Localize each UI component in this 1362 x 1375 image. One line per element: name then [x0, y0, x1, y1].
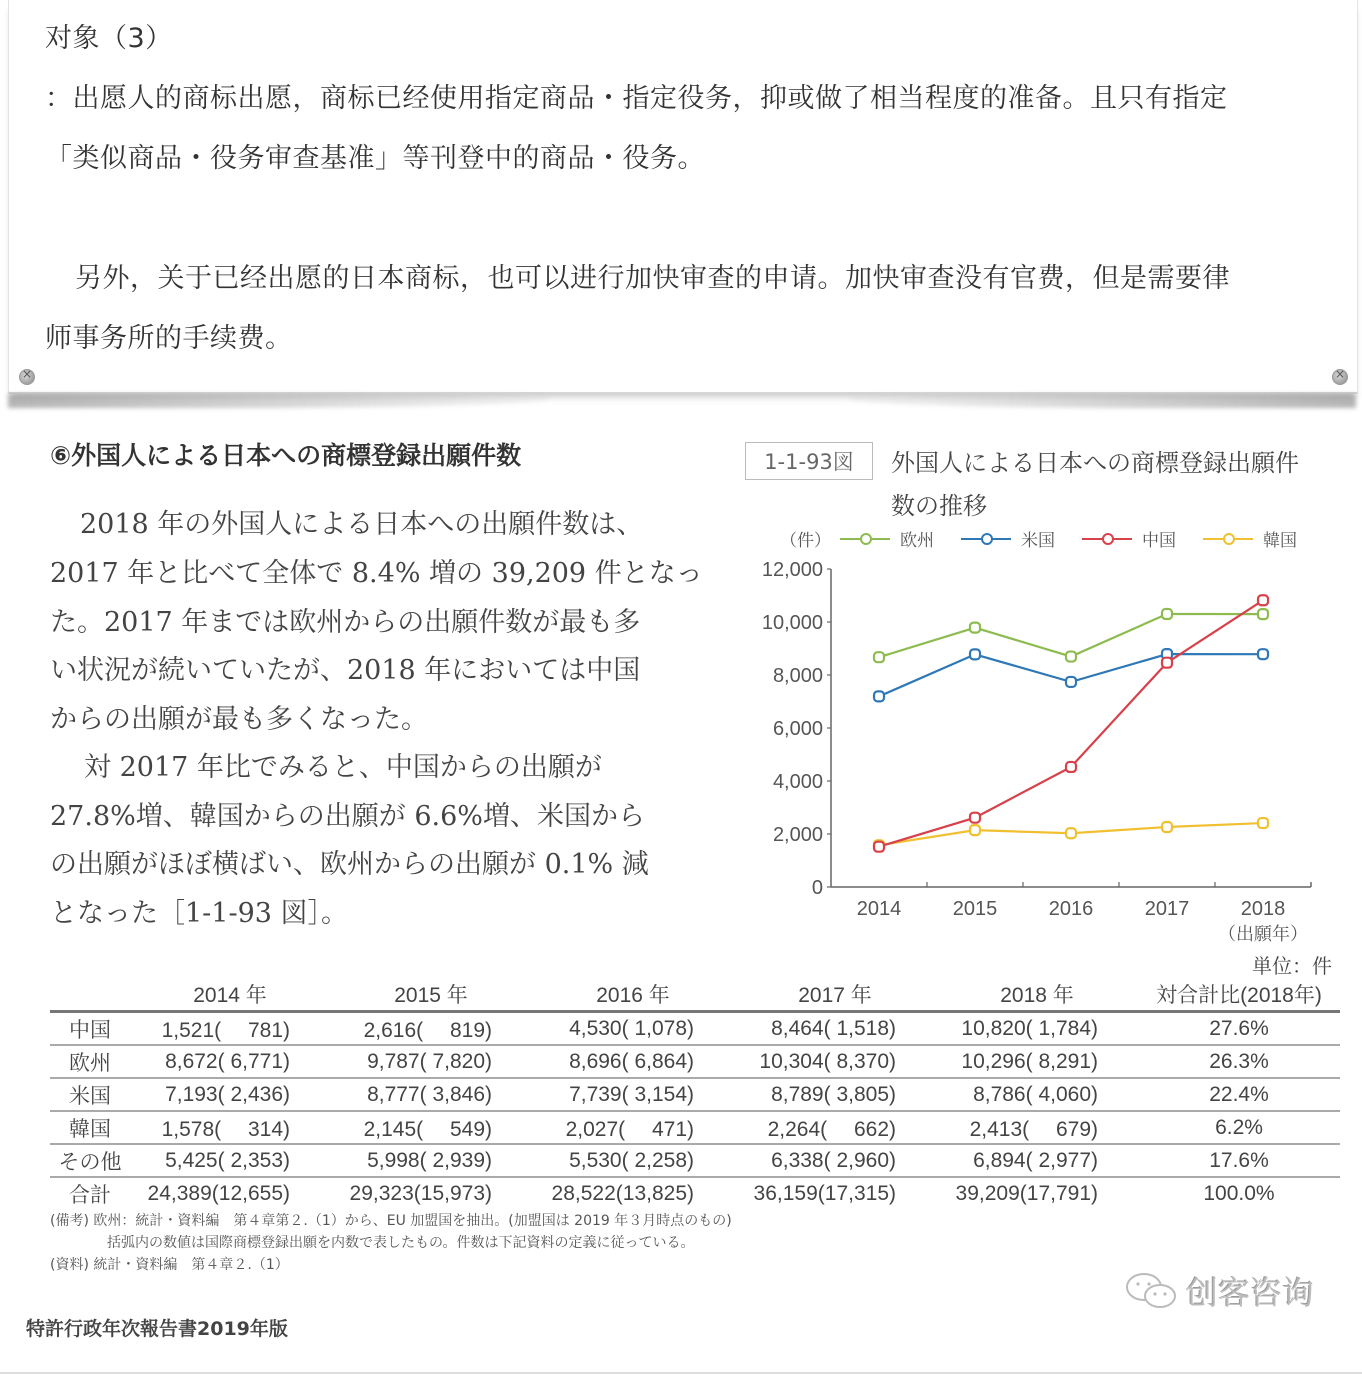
table-cell: 39,209(17,791)	[955, 1181, 1098, 1205]
data-point	[1162, 609, 1172, 619]
source-caption: 特許行政年次報告書2019年版	[26, 1318, 288, 1340]
share-cell: 22.4%	[1138, 1078, 1340, 1111]
data-point	[874, 652, 884, 662]
data-point	[970, 623, 980, 633]
report-paragraph-line: た。2017 年までは欧州からの出願件数が最も多	[50, 607, 641, 638]
table-header: 2014 年	[130, 978, 330, 1012]
share-cell: 100.0%	[1203, 1181, 1275, 1205]
table-cell: 9,787( 7,820)	[330, 1045, 532, 1078]
series-line	[879, 600, 1263, 846]
table-header: 2017 年	[734, 978, 936, 1012]
table-cell: 4,530( 1,078)	[532, 1012, 734, 1046]
table-row	[50, 1045, 1340, 1078]
unit-label: 単位：件	[1252, 954, 1332, 978]
card-shadow	[850, 394, 1356, 408]
data-point	[1258, 609, 1268, 619]
x-tick-label: 2017	[1144, 898, 1190, 920]
table-row	[50, 1012, 1340, 1046]
table-header: 2018 年	[936, 978, 1138, 1012]
table-cell: 2,145( 549)	[330, 1111, 532, 1144]
note-line: (備考) 欧州：統計・資料編 第４章第２.（1）から、EU 加盟国を抽出。(加盟国は 2019 年３月時点のもの)	[50, 1213, 732, 1229]
report-paragraph-line: 2017 年と比べて全体で 8.4% 増の 39,209 件となっ	[50, 558, 703, 589]
table-cell: 36,159(17,315)	[753, 1181, 896, 1205]
row-label: 中国	[50, 1012, 130, 1046]
x-tick-label: 2015	[952, 898, 998, 920]
y-tick-label: 12,000	[761, 559, 823, 581]
table-cell: 7,193( 2,436)	[130, 1078, 330, 1111]
data-point	[970, 649, 980, 659]
figure-title: 外国人による日本への商標登録出願件	[891, 449, 1299, 477]
pin-icon	[1332, 369, 1348, 385]
table-cell: 8,789( 3,805)	[734, 1078, 936, 1111]
y-tick-label: 10,000	[761, 612, 823, 634]
legend-item	[1203, 526, 1297, 551]
table-header: 2015 年	[330, 978, 532, 1012]
figure-number: 1-1-93図	[745, 442, 873, 480]
table-cell: 28,522(13,825)	[551, 1181, 694, 1205]
table-cell: 2,264( 662)	[734, 1111, 936, 1144]
table-header: 2016 年	[532, 978, 734, 1012]
data-point	[1066, 652, 1076, 662]
wechat-icon	[1122, 1270, 1184, 1312]
legend-label: 中国	[1142, 531, 1176, 551]
table-header	[50, 978, 130, 1012]
table-cell: 6,338( 2,960)	[734, 1144, 936, 1177]
legend-item	[1082, 526, 1176, 551]
data-point	[970, 813, 980, 823]
table-header-row	[50, 978, 1340, 1012]
x-tick-label: 2018	[1240, 898, 1286, 920]
legend-label: 米国	[1021, 531, 1055, 551]
table-cell: 10,296( 8,291)	[936, 1045, 1138, 1078]
watermark-text: 创客咨询	[1186, 1274, 1315, 1312]
article-line: 另外，关于已经出愿的日本商标，也可以进行加快审查的申请。加快审查没有官费，但是需要律	[75, 263, 1230, 294]
data-point	[1258, 818, 1268, 828]
share-cell: 17.6%	[1138, 1144, 1340, 1177]
divider	[0, 1372, 1362, 1374]
table-cell: 2,413( 679)	[936, 1111, 1138, 1144]
table-header: 対合計比(2018年)	[1138, 978, 1340, 1012]
table-cell: 8,777( 3,846)	[330, 1078, 532, 1111]
data-point	[1066, 828, 1076, 838]
data-point	[970, 825, 980, 835]
table-notes	[50, 1210, 732, 1276]
figure-title: 数の推移	[891, 492, 987, 520]
legend-swatch	[1082, 538, 1132, 540]
data-point	[1162, 658, 1172, 668]
report-paragraph-line: 27.8%増、韓国からの出願が 6.6%増、米国から	[50, 801, 645, 832]
table-row	[50, 1078, 1340, 1111]
series-2	[874, 595, 1268, 851]
share-cell: 27.6%	[1138, 1012, 1340, 1046]
table-cell: 10,304( 8,370)	[734, 1045, 936, 1078]
table-cell: 7,739( 3,154)	[532, 1078, 734, 1111]
x-axis-label: （出願年）	[1218, 924, 1308, 944]
table-row	[50, 1111, 1340, 1144]
row-label: 欧州	[50, 1045, 130, 1078]
table-cell: 8,672( 6,771)	[130, 1045, 330, 1078]
line-chart	[760, 555, 1350, 945]
table-cell: 5,998( 2,939)	[330, 1144, 532, 1177]
pin-icon	[19, 369, 35, 385]
row-label: 米国	[50, 1078, 130, 1111]
table-cell: 1,521( 781)	[130, 1012, 330, 1046]
y-tick-label: 2,000	[772, 824, 823, 846]
table-row	[50, 1144, 1340, 1177]
table-cell: 6,894( 2,977)	[936, 1144, 1138, 1177]
x-tick-label: 2014	[856, 898, 902, 920]
table-cell: 29,323(15,973)	[349, 1181, 492, 1205]
article-line: 师事务所的手续费。	[45, 323, 293, 354]
x-axis-ticks	[857, 882, 1308, 944]
chart-series	[874, 595, 1268, 851]
note-line: (資料) 統計・資料編 第４章２.（1）	[50, 1257, 289, 1273]
legend-item	[840, 526, 934, 551]
report-paragraph-line: 2018 年の外国人による日本への出願件数は、	[80, 509, 644, 540]
legend-item	[961, 526, 1055, 551]
series-3	[874, 818, 1268, 850]
data-table	[50, 978, 1340, 1209]
report-paragraph-line: からの出願が最も多くなった。	[50, 704, 428, 735]
table-cell: 24,389(12,655)	[147, 1181, 290, 1205]
table-cell: 5,530( 2,258)	[532, 1144, 734, 1177]
row-label: 韓国	[50, 1111, 130, 1144]
y-tick-label: 4,000	[772, 771, 823, 793]
data-point	[874, 691, 884, 701]
report-paragraph-line: い状況が続いていたが、2018 年においては中国	[50, 655, 641, 686]
article-line: 对象（3）	[45, 23, 173, 54]
report-paragraph-line: の出願がほぼ横ばい、欧州からの出願が 0.1% 減	[50, 849, 649, 880]
data-point	[1066, 762, 1076, 772]
table-cell: 1,578( 314)	[130, 1111, 330, 1144]
table-cell: 5,425( 2,353)	[130, 1144, 330, 1177]
article-line: 「类似商品・役务审查基准」等刊登中的商品・役务。	[45, 143, 705, 174]
legend-swatch	[961, 538, 1011, 540]
y-tick-label: 8,000	[772, 665, 823, 687]
y-tick-label: 6,000	[772, 718, 823, 740]
legend-swatch	[1203, 538, 1253, 540]
data-point	[1258, 595, 1268, 605]
data-point	[1066, 677, 1076, 687]
y-axis-ticks	[762, 559, 831, 899]
section-heading: ⑥外国人による日本への商標登録出願件数	[50, 441, 522, 470]
share-cell: 6.2%	[1138, 1111, 1340, 1144]
data-point	[1258, 649, 1268, 659]
table-cell: 8,786( 4,060)	[936, 1078, 1138, 1111]
y-axis-unit: （件）	[780, 531, 831, 551]
x-tick-label: 2016	[1048, 898, 1094, 920]
data-point	[874, 842, 884, 852]
table-cell: 2,027( 471)	[532, 1111, 734, 1144]
article-line: ：出愿人的商标出愿，商标已经使用指定商品・指定役务，抑或做了相当程度的准备。且只有指定	[45, 83, 1228, 114]
table-cell: 10,820( 1,784)	[936, 1012, 1138, 1046]
report-paragraph-line: となった［1-1-93 図］。	[50, 898, 349, 929]
table-cell: 8,464( 1,518)	[734, 1012, 936, 1046]
watermark	[1122, 1268, 1314, 1314]
note-line: 括弧内の数値は国際商標登録出願を内数で表したもの。件数は下記資料の定義に従っている。	[107, 1235, 695, 1251]
data-point	[1162, 822, 1172, 832]
table-cell: 2,616( 819)	[330, 1012, 532, 1046]
legend-label: 欧州	[900, 531, 934, 551]
table-row	[50, 1177, 1340, 1209]
table-cell: 8,696( 6,864)	[532, 1045, 734, 1078]
share-cell: 26.3%	[1138, 1045, 1340, 1078]
legend-swatch	[840, 538, 890, 540]
report-paragraph-line: 対 2017 年比でみると、中国からの出願が	[84, 752, 602, 783]
row-label: 合計	[69, 1183, 111, 1207]
row-label: その他	[50, 1144, 130, 1177]
y-tick-label: 0	[811, 877, 823, 899]
card-shadow	[8, 394, 548, 408]
legend-label: 韓国	[1263, 531, 1297, 551]
